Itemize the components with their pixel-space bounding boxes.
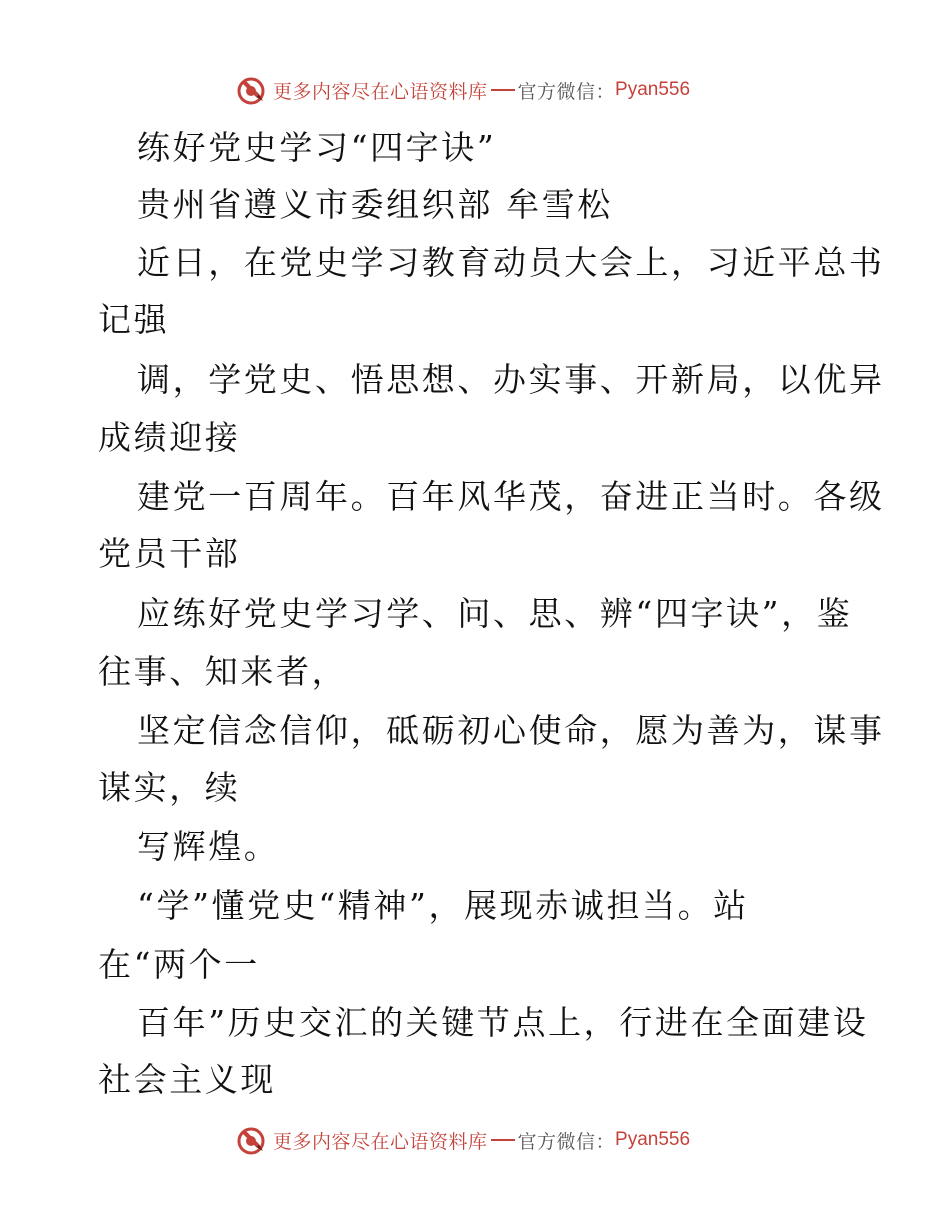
paragraph-line: 坚定信念信仰，砥砺初心使命，愿为善为，谋事 xyxy=(137,711,885,750)
watermark-text: 更多内容尽在心语资料库 xyxy=(273,1130,488,1153)
watermark-divider xyxy=(491,89,515,91)
pen-logo-icon xyxy=(235,74,267,106)
watermark-header xyxy=(235,72,690,108)
watermark-wechat-label: 官方微信： xyxy=(517,80,616,103)
paragraph-line: 写辉煌。 xyxy=(137,827,280,866)
paragraph-line: 党员干部 xyxy=(98,534,241,573)
watermark-footer xyxy=(235,1122,690,1158)
paragraph-line: 建党一百周年。百年风华茂，奋进正当时。各级 xyxy=(137,477,885,516)
paragraph-line: 记强 xyxy=(98,300,170,339)
paragraph-line: 成绩迎接 xyxy=(98,418,241,457)
watermark-divider xyxy=(491,1139,515,1141)
watermark-text: 更多内容尽在心语资料库 xyxy=(273,80,488,103)
document-title: 练好党史学习“四字诀” xyxy=(137,128,497,167)
paragraph-line: 在“两个一 xyxy=(98,945,260,984)
watermark-wechat-id: Pyan556 xyxy=(615,1129,691,1150)
paragraph-line: 谋实，续 xyxy=(98,768,241,807)
paragraph-line: “学”懂党史“精神”，展现赤诚担当。站 xyxy=(137,886,749,925)
paragraph-line: 百年”历史交汇的关键节点上，行进在全面建设 xyxy=(137,1003,869,1042)
paragraph-line: 应练好党史学习学、问、思、辨“四字诀”，鉴 xyxy=(137,594,853,633)
document-author: 贵州省遵义市委组织部 牟雪松 xyxy=(137,185,613,224)
pen-logo-icon xyxy=(235,1124,267,1156)
watermark-wechat-label: 官方微信： xyxy=(517,1130,616,1153)
paragraph-line: 近日，在党史学习教育动员大会上，习近平总书 xyxy=(137,243,885,282)
watermark-wechat-id: Pyan556 xyxy=(615,79,691,100)
paragraph-line: 调，学党史、悟思想、办实事、开新局，以优异 xyxy=(137,360,885,399)
paragraph-line: 往事、知来者， xyxy=(98,652,348,691)
paragraph-line: 社会主义现 xyxy=(98,1060,276,1099)
